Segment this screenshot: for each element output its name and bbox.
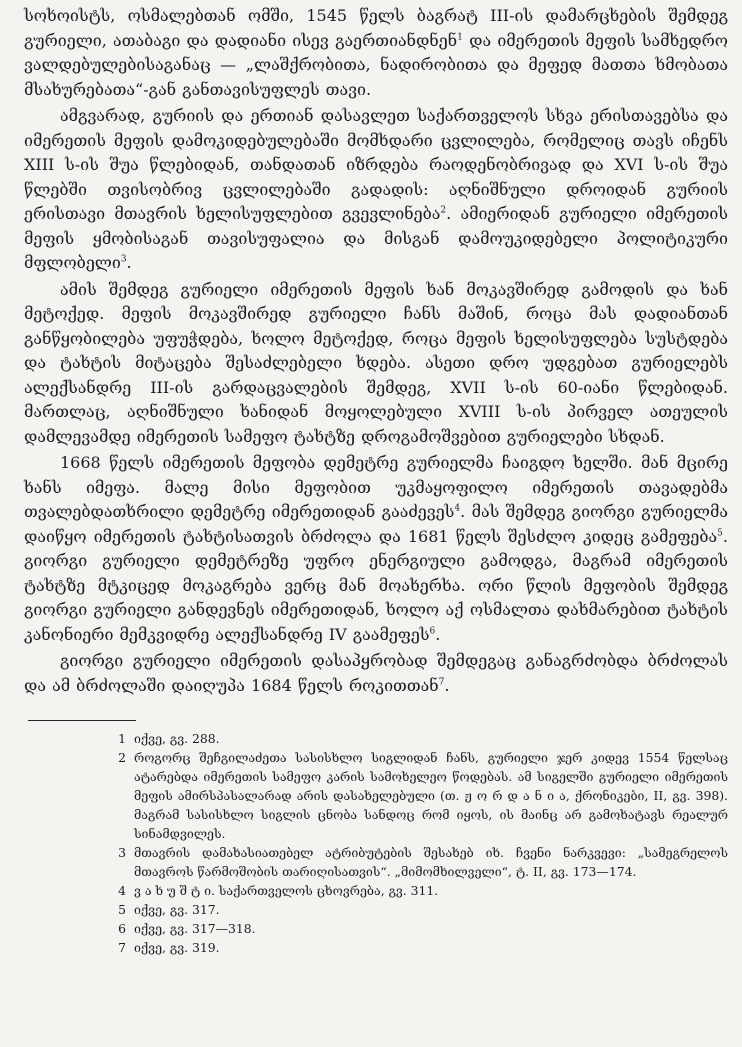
footnote-text: იქვე, გვ. 317—318. [134, 921, 256, 936]
footnote-ref: 2 [440, 205, 447, 216]
paragraph-text: 1668 წელს იმერეთის მეფობა დემეტრე გურიელმა ჩაიგდო ხელში. მან მცირე ხანს იმეფა. მალე მისი მეფობით უკმაყოფილო იმერეთის თავადებმა თვალებდათხრილი დემეტრე იმერეთიდან გააძევეს [24, 453, 728, 521]
footnote-separator [28, 720, 136, 721]
footnote [24, 938, 728, 957]
paragraph-text: ამის შემდეგ გურიელი იმერეთის მეფის ხან მოკავშირედ გამოდის და ხან მეტოქედ. მეფის მოკავშირედ გურიელი ჩანს მაშინ, როცა მას დადიანთან განწყობილება უფუჭდება, ხოლო მეტოქედ, როცა მეფის ხელისუფლება სუსტდება და ტახტის მიტაცება შესაძლებელი ხდება. ასეთი დრო უდგებათ გურიელებს ალექსანდრე III-ის გარდაცვალების შემდეგ, XVII ს-ის 60-იანი წლებიდან. მართლაც, აღნიშნული ხანიდან მოყოლებული XVIII ს-ის პირველ ათეულის დამლევამდე იმერეთის სამეფო ტახტზე დროგამოშვებით გურიელები სხდან. [24, 279, 728, 446]
paragraph-text: გიორგი გურიელი იმერეთის დასაპყრობად შემდეგაც განაგრძობდა ბრძოლას და ამ ბრძოლაში დაიღუპა 1684 წელს როკითთან [24, 651, 728, 695]
body-paragraph [24, 649, 728, 698]
footnote-number: 3 [118, 845, 126, 860]
footnote [24, 729, 728, 748]
paragraph-text: . [435, 624, 441, 644]
footnote-ref: 4 [454, 503, 461, 514]
footnote-text: იქვე, გვ. 317. [134, 902, 220, 917]
footnote-text: ვ ა ხ უ შ ტ ი. საქართველოს ცხოვრება, გვ. 311. [134, 883, 439, 898]
paragraph-text: ამგვარად, გურიის და ერთიან დასავლეთ საქართველოს სხვა ერისთავებსა და იმერეთის მეფის დამოკიდებულებაში მომხდარი ცვლილება, რომელიც თავს იჩენს XIII ს-ის შუა წლებიდან, თანდათან იზრდება რაოდენობრივად და XVI ს-ის შუა წლებში თვისობრივ ცვლილებაში გადადის: აღნიშნული დროიდან გურიის ერისთავი მთავრის ხელისუფლებით გვევლინება [24, 106, 728, 223]
footnote [24, 843, 728, 881]
paragraph-text: . [126, 253, 132, 272]
footnote [24, 881, 728, 900]
footnote [24, 748, 728, 843]
body-paragraph [24, 104, 728, 276]
footnote-number: 6 [118, 921, 126, 936]
paragraph-text: . მას შემდეგ გიორგი გურიელმა დაიწყო იმერეთის ტახტისათვის ბრძოლა და 1681 წელს შესძლო კიდეც გამეფება [24, 502, 728, 546]
footnote-number: 1 [118, 731, 126, 746]
body-paragraph [24, 278, 728, 450]
footnote-text: იქვე, გვ. 288. [134, 731, 220, 746]
footnote-text: მთავრის დამახასიათებელ ატრიბუტების შესახებ იხ. ჩვენი ნარკვევი: „სამეგრელოს მთავროს წარმოშობის თარიღისათვის“. „მიმომხილველი“, ტ. II, გვ. 173—174. [134, 845, 728, 879]
footnote-ref: 6 [429, 626, 436, 637]
footnote-number: 5 [118, 902, 126, 917]
body-paragraph [24, 4, 728, 102]
footnote-text: იქვე, გვ. 319. [134, 940, 220, 955]
footnote-text: როგორც შეჩგილაძეთა სასისხლო სიგლიდან ჩანს, გურიელი ჯერ კიდევ 1554 წელსაც ატარებდა იმერეთის სამეფო კარის სამოხელეო წოდებას. ამ სიგელში გურიელი იმერეთის მეფის ამირსპასალარად არის დასახელებული (თ. ჟ ო რ დ ა ნ ი ა, ქრონიკები, II, გვ. 398). მაგრამ სასისხლო სიგლის ცნობა სანდოც რომ იყოს, ის მაინც არ გამოხატავს რეალურ სინამდვილეს. [134, 750, 728, 841]
paragraph-text: . [444, 675, 450, 695]
footnotes [24, 729, 728, 957]
paragraph-text: . გიორგი გურიელი დემეტრეზე უფრო ენერგიული გამოდგა, მაგრამ იმერეთის ტახტზე მტკიცედ მოკაგრება ვერც მან მოახერხა. ორი წლის მეფობის შემდეგ გიორგი გურიელი განდევნეს იმერეთიდან, ხოლო აქ ოსმალთა დახმარებით ტახტის კანონიერი მემკვიდრე ალექსანდრე IV გაამეფეს [24, 526, 728, 644]
main-text [24, 4, 728, 698]
footnote-number: 7 [118, 940, 126, 955]
footnote-ref: 1 [457, 32, 463, 43]
footnote-number: 2 [118, 750, 126, 765]
footnote [24, 900, 728, 919]
footnote-ref: 3 [120, 254, 127, 265]
footnote-number: 4 [118, 883, 126, 898]
footnote-ref: 5 [717, 528, 723, 539]
body-paragraph [24, 451, 728, 647]
paragraph-text: . ამიერიდან გურიელი იმერეთის მეფის ყმობისაგან თავისუფალია და მისგან დამოუკიდებელი პოლიტიკური მფლობელი [24, 204, 728, 272]
footnote [24, 919, 728, 938]
paragraph-text: და იმერეთის მეფის სამხედრო ვალდებულებისაგანაც — „ლაშქრობითა, ნადირობითა და მეფედ მათთა ხმობათა მსახურებათა“-გან განთავისუფლეს თავი. [24, 30, 729, 99]
footnote-ref: 7 [438, 677, 445, 688]
paragraph-text: სოხოისტს, ოსმალებთან ომში, 1545 წელს ბაგრატ III-ის დამარცხების შემდეგ გურიელი, ათაბაგი და დადიანი ისევ გაერთიანდნენ [24, 6, 728, 50]
